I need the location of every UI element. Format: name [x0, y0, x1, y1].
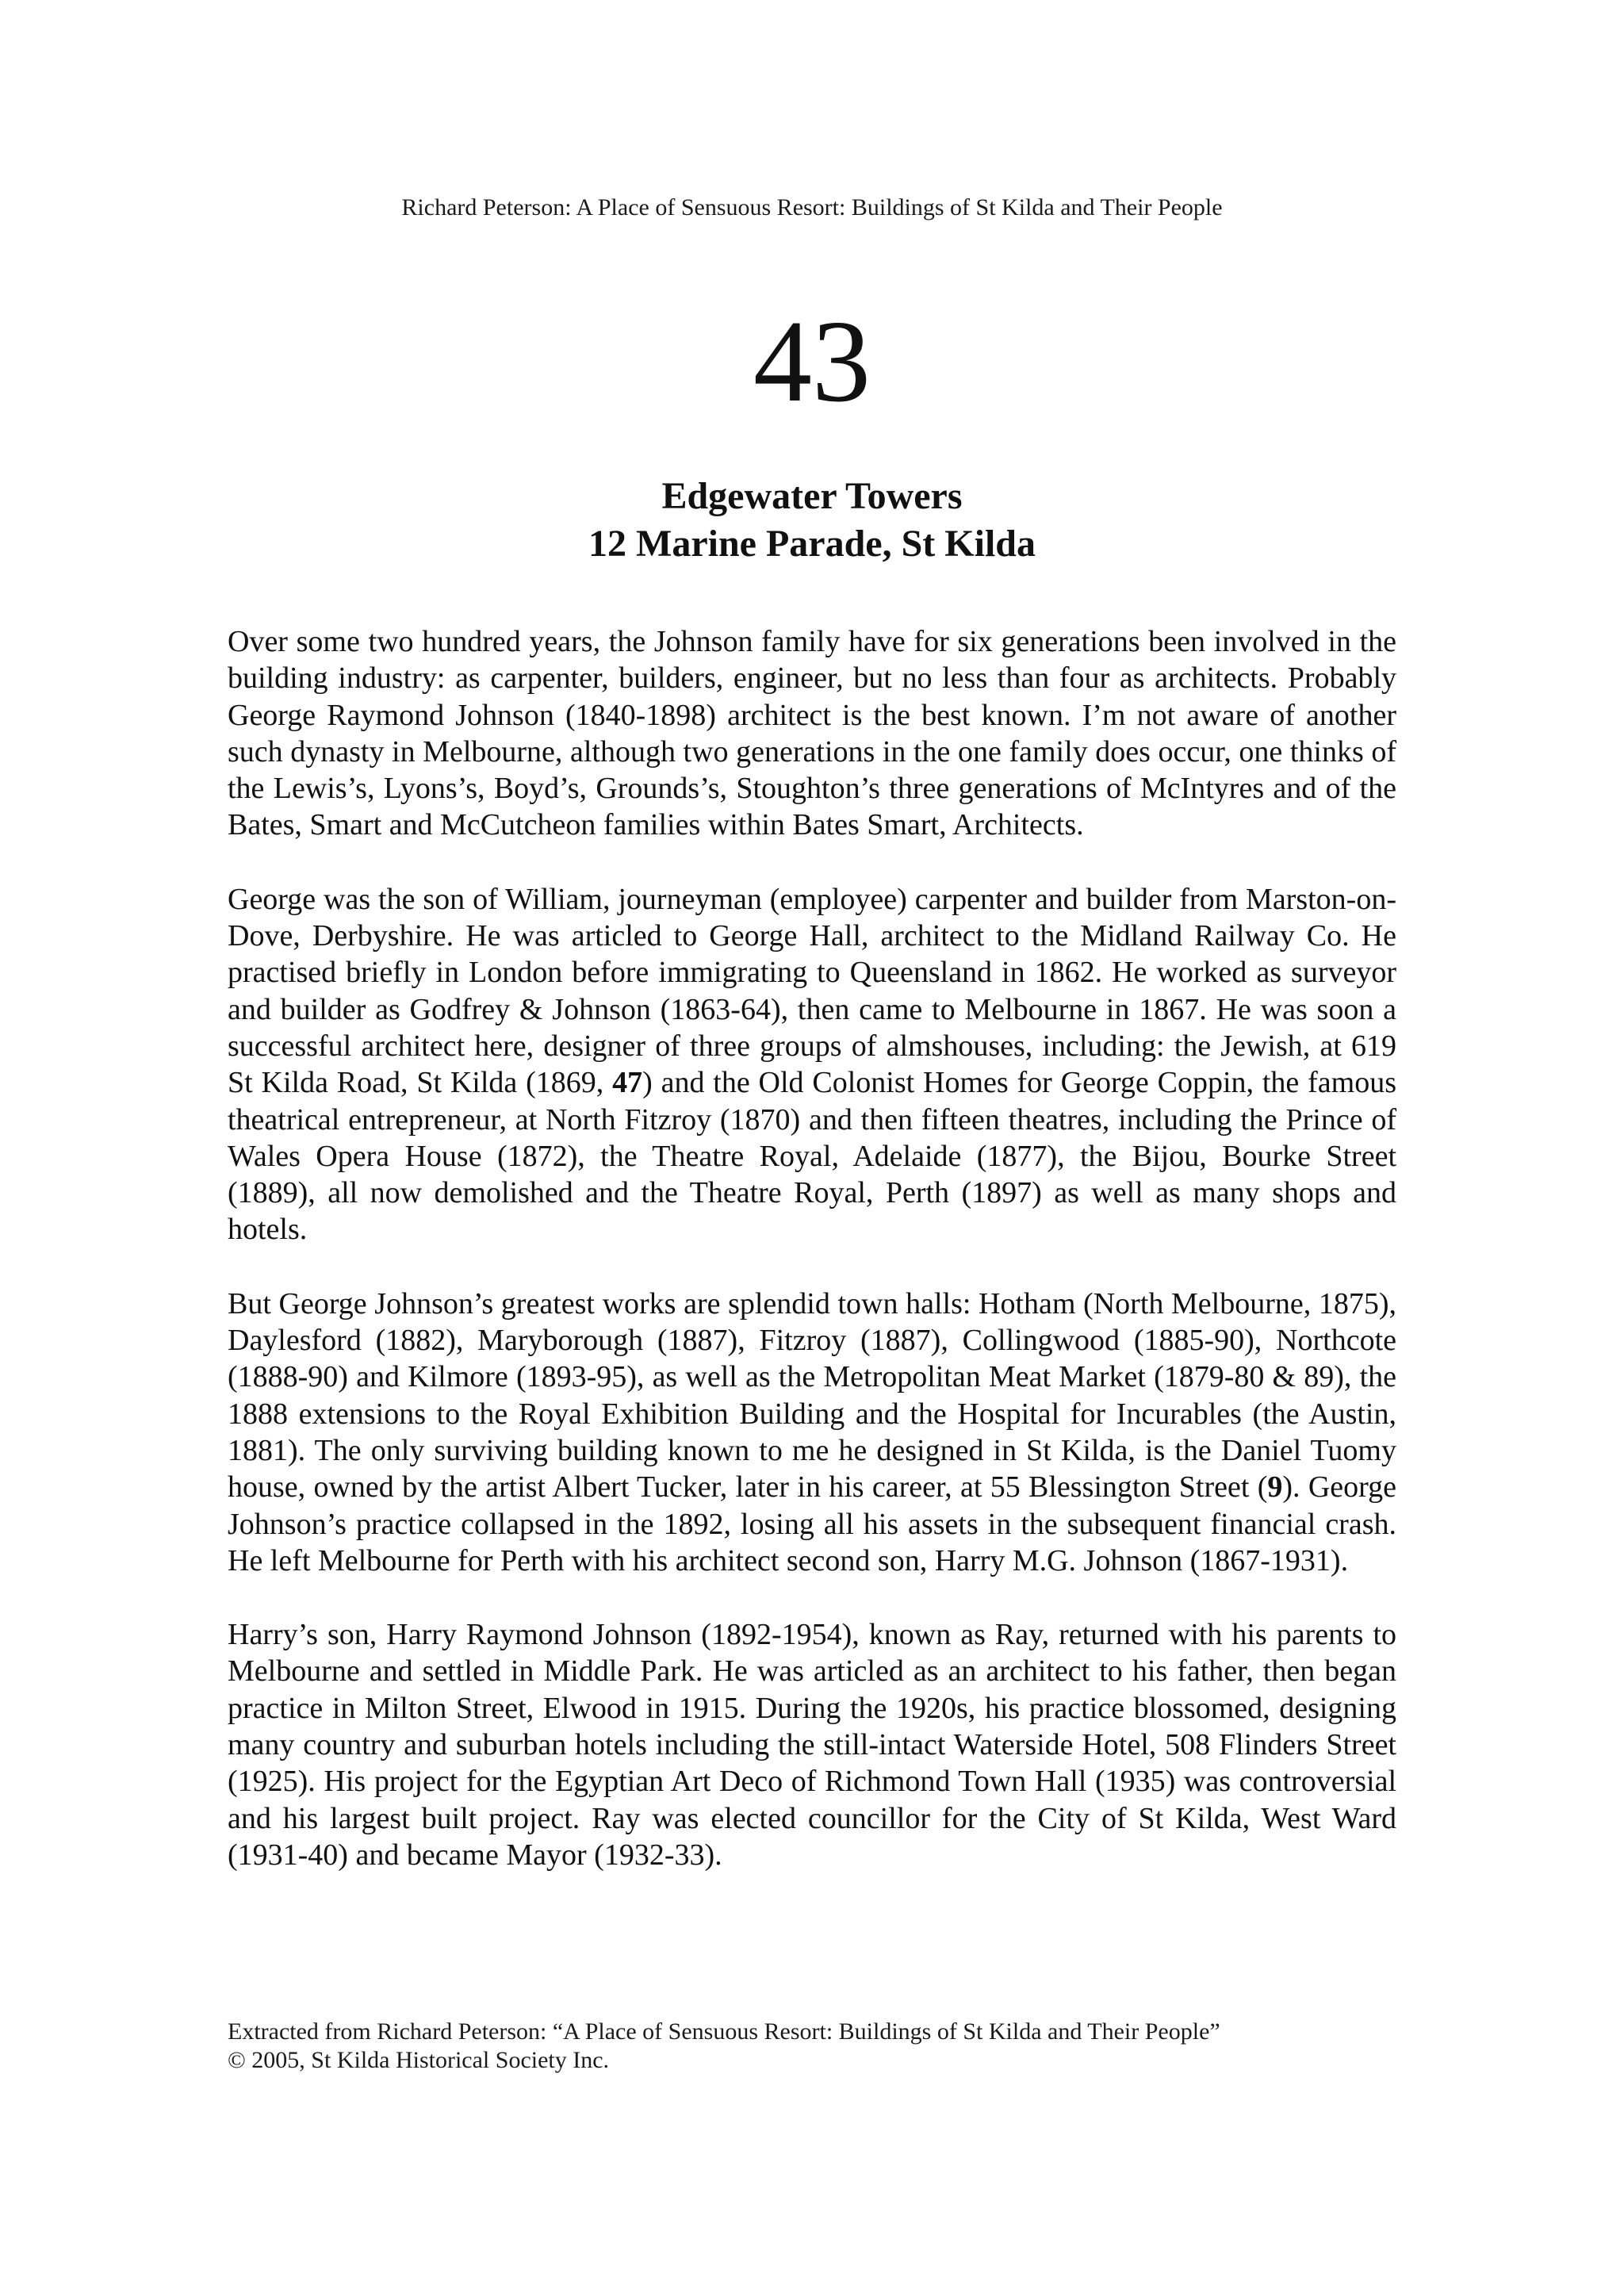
chapter-title — [0, 473, 1624, 568]
footer-copyright: © 2005, St Kilda Historical Society Inc. — [228, 2047, 610, 2073]
building-reference: 47 — [612, 1066, 643, 1100]
footer-source: Extracted from Richard Peterson: “A Place of Sensuous Resort: Buildings of St Kilda and Their People” — [228, 2018, 1220, 2045]
paragraph-2 — [228, 881, 1396, 1248]
paragraph-3-text-b: ). George Johnson’s practice collapsed in the 1892, losing all his assets in the subsequent financial crash. He left Melbourne for Perth with his architect second son, Harry M.G. Johnson (1867-1931). — [228, 1470, 1396, 1577]
paragraph-3-text-a: But George Johnson’s greatest works are splendid town halls: Hotham (North Melbourne, 1875), Daylesford (1882), Maryborough (1887), Fitzroy (1887), Collingwood (1885-90), Northcote (1888-90) and Kilmore (1893-95), as well as the Metropolitan Meat Market (1879-80 & 89), the 1888 extensions to the Royal Exhibition Building and the Hospital for Incurables (the Austin, 1881). The only surviving building known to me he designed in St Kilda, is the Daniel Tuomy house, owned by the artist Albert Tucker, later in his career, at 55 Blessington Street ( — [228, 1286, 1396, 1504]
paragraph-2-text-b: ) and the Old Colonist Homes for George Coppin, the famous theatrical entrepreneur, at North Fitzroy (1870) and then fifteen theatres, including the Prince of Wales Opera House (1872), the Theatre Royal, Adelaide (1877), the Bijou, Bourke Street (1889), all now demolished and the Theatre Royal, Perth (1897) as well as many shops and hotels. — [228, 1066, 1396, 1247]
paragraph-1: Over some two hundred years, the Johnson family have for six generations been involved in the building industry: as carpenter, builders, engineer, but no less than four as architects. Probably George Raymond Johnson (1840-1898) architect is the best known. I’m not aware of another such dynasty in Melbourne, although two generations in the one family does occur, one thinks of the Lewis’s, Lyons’s, Boyd’s, Grounds’s, Stoughton’s three generations of McIntyres and of the Bates, Smart and McCutcheon families within Bates Smart, Architects. — [228, 625, 1396, 842]
chapter-title-line-2: 12 Marine Parade, St Kilda — [588, 523, 1036, 565]
body-text — [228, 623, 1396, 1911]
chapter-title-line-1: Edgewater Towers — [661, 475, 963, 517]
building-reference: 9 — [1267, 1470, 1283, 1504]
paragraph-4: Harry’s son, Harry Raymond Johnson (1892-1954), known as Ray, returned with his parents to Melbourne and settled in Middle Park. He was articled as an architect to his father, then began practice in Milton Street, Elwood in 1915. During the 1920s, his practice blossomed, designing many country and suburban hotels including the still-intact Waterside Hotel, 508 Flinders Street (1925). His project for the Egyptian Art Deco of Richmond Town Hall (1935) was controversial and his largest built project. Ray was elected councillor for the City of St Kilda, West Ward (1931-40) and became Mayor (1932-33). — [228, 1618, 1396, 1872]
running-header: Richard Peterson: A Place of Sensuous Resort: Buildings of St Kilda and Their People — [401, 194, 1223, 220]
paragraph-2-text-a: George was the son of William, journeyman (employee) carpenter and builder from Marston-on-Dove, Derbyshire. He was articled to George Hall, architect to the Midland Railway Co. He practised briefly in London before immigrating to Queensland in 1862. He worked as surveyor and builder as Godfrey & Johnson (1863-64), then came to Melbourne in 1867. He was soon a successful architect here, designer of three groups of almshouses, including: the Jewish, at 619 St Kilda Road, St Kilda (1869, — [228, 882, 1396, 1100]
footer-note — [228, 2018, 1417, 2075]
chapter-number: 43 — [753, 297, 871, 427]
paragraph-3 — [228, 1286, 1396, 1579]
